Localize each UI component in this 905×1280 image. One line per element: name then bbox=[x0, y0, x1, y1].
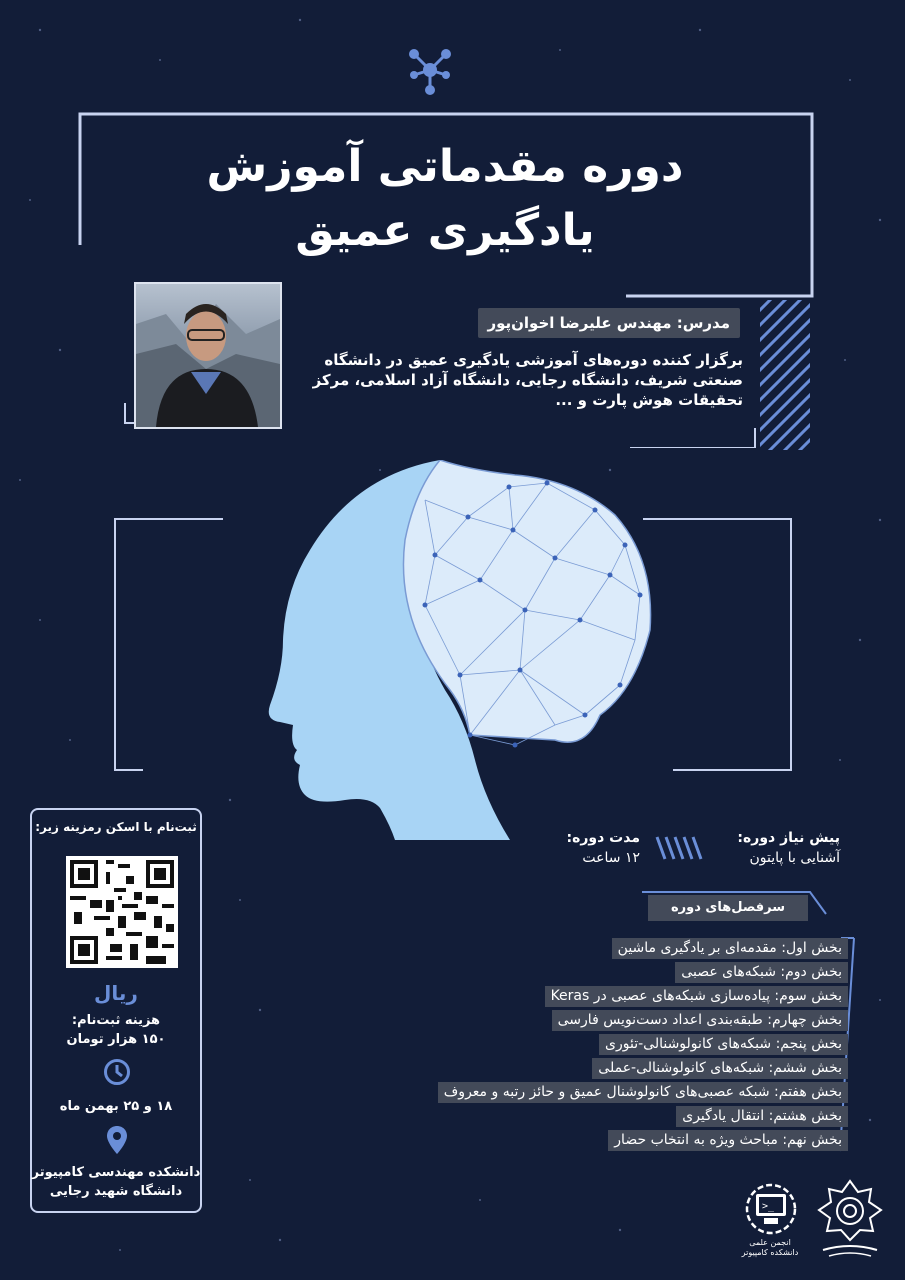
syllabus-list bbox=[300, 937, 848, 1153]
syllabus-item: بخش هشتم: انتقال یادگیری bbox=[300, 1105, 848, 1127]
instructor-name: مدرس: مهندس علیرضا اخوان‌پور bbox=[478, 308, 740, 338]
duration-value: ۱۲ ساعت bbox=[582, 850, 640, 866]
clock-icon bbox=[103, 1058, 131, 1086]
title-line-1: دوره مقدماتی آموزش bbox=[206, 141, 684, 192]
prerequisite-value: آشنایی با پایتون bbox=[749, 850, 840, 866]
scan-label: ثبت‌نام با اسکن رمزینه زیر: bbox=[35, 820, 197, 834]
fee-value: ۱۵۰ هزار تومان bbox=[66, 1032, 166, 1047]
slash-decoration bbox=[655, 835, 705, 861]
syllabus-item: بخش نهم: مباحث ویژه به انتخاب حضار bbox=[300, 1129, 848, 1151]
ai-head-illustration bbox=[255, 460, 675, 840]
svg-text:>_: >_ bbox=[762, 1201, 775, 1212]
course-dates: ۱۸ و ۲۵ بهمن ماه bbox=[59, 1099, 173, 1114]
university-logo bbox=[815, 1178, 885, 1260]
duration-label: مدت دوره: bbox=[566, 830, 640, 846]
syllabus-heading: سرفصل‌های دوره bbox=[648, 895, 808, 921]
syllabus-item: بخش سوم: پیاده‌سازی شبکه‌های عصبی در Keras bbox=[300, 985, 848, 1007]
title-line-2: یادگیری عمیق bbox=[295, 205, 595, 256]
instructor-photo bbox=[134, 282, 282, 429]
network-icon bbox=[405, 45, 455, 97]
rial-icon: ریال bbox=[94, 981, 138, 1005]
fee-label: هزینه ثبت‌نام: bbox=[71, 1013, 161, 1028]
syllabus-item: بخش چهارم: طبقه‌بندی اعداد دست‌نویس فارسی bbox=[300, 1009, 848, 1031]
syllabus-item: بخش ششم: شبکه‌های کانولوشنالی-عملی bbox=[300, 1057, 848, 1079]
syllabus-item: بخش اول: مقدمه‌ای بر یادگیری ماشین bbox=[300, 937, 848, 959]
location-line-2: دانشگاه شهید رجایی bbox=[49, 1184, 183, 1199]
association-caption: انجمن علمی دانشکده کامپیوتر bbox=[741, 1238, 799, 1257]
syllabus-item: بخش هفتم: شبکه عصبی‌های کانولوشنال عمیق و حائز رتبه و معروف bbox=[300, 1081, 848, 1103]
location-pin-icon bbox=[106, 1125, 128, 1155]
location-line-1: دانشکده مهندسی کامپیوتر bbox=[31, 1165, 201, 1180]
hatch-decoration bbox=[760, 300, 810, 450]
instructor-bio: برگزار کننده دوره‌های آموزشی یادگیری عمیق در دانشگاه صنعتی شریف، دانشگاه رجایی، دانشگاه آزاد اسلامی، مرکز تحقیقات هوش پارت و ... bbox=[312, 351, 743, 409]
page-title bbox=[80, 135, 810, 263]
prerequisite bbox=[705, 828, 840, 868]
prerequisite-label: پیش نیاز دوره: bbox=[737, 830, 840, 846]
computer-association-logo bbox=[742, 1182, 800, 1236]
registration-qr-code[interactable] bbox=[66, 856, 178, 968]
duration bbox=[545, 828, 640, 868]
syllabus-item: بخش دوم: شبکه‌های عصبی bbox=[300, 961, 848, 983]
syllabus-item: بخش پنجم: شبکه‌های کانولوشنالی-تئوری bbox=[300, 1033, 848, 1055]
